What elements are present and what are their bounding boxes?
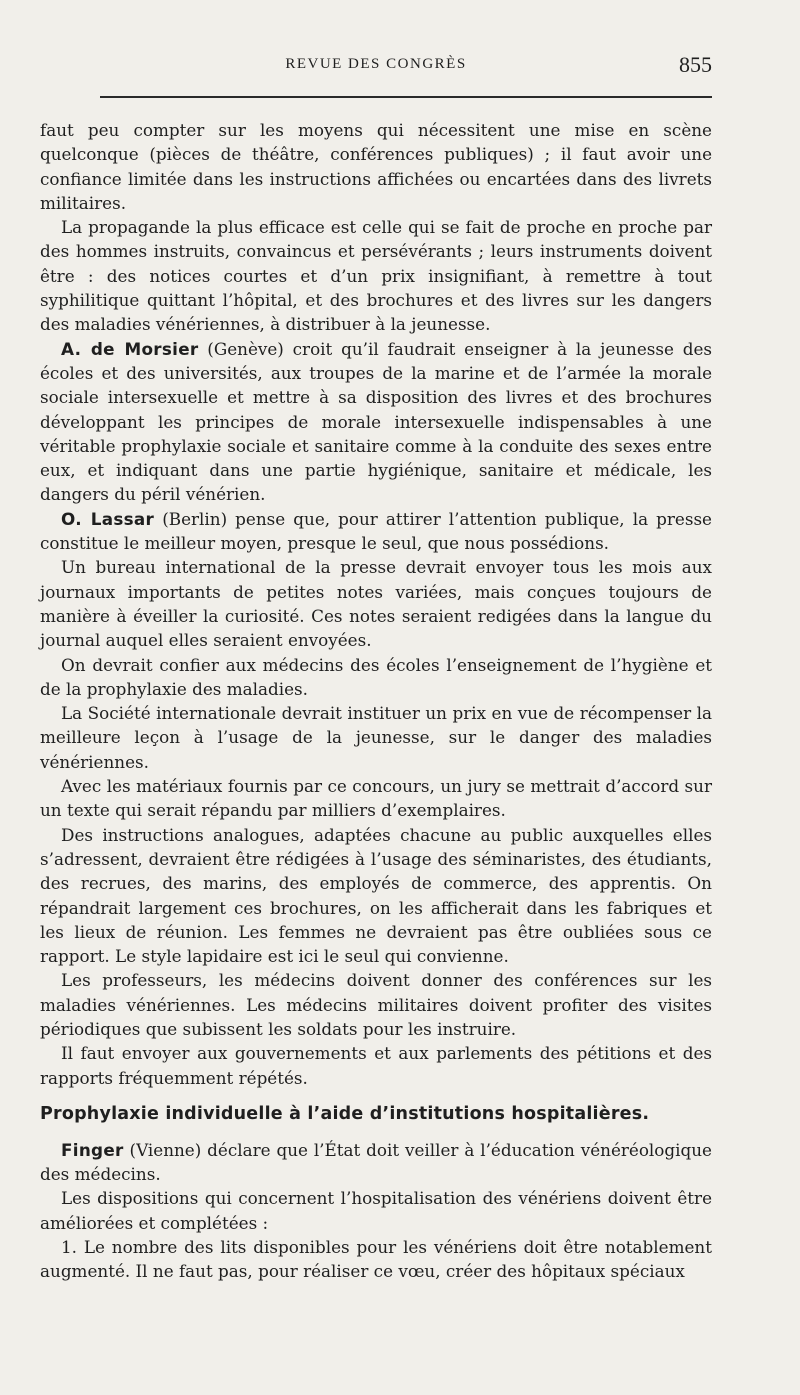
paragraph: 1. Le nombre des lits disponibles pour les vénériens doit être notablement augmenté. Il ne faut pas, pour réaliser ce vœu, créer des hôpitaux spéciaux <box>40 1237 712 1282</box>
paragraph: Des instructions analogues, adaptées chacune au public auxquelles elles s’adressent, devraient être rédigées à l’usage des séminaristes, des étudiants, des recrues, des marins, des employés de commerce, des apprentis. On répandrait largement ces brochures, on les afficherait dans les fabriques et les lieux de réunion. Les femmes ne devraient pas être oubliées sous ce rapport. Le style lapidaire est ici le seul qui convienne. <box>40 824 712 967</box>
paragraph-text: (Genève) croit qu’il faudrait enseigner à la jeunesse des écoles et des universités, aux troupes de la marine et de l’armée la morale sociale intersexuelle et mettre à sa disposition des livres et des brochures développant les principes de morale intersexuelle indispensables à une véritable prophylaxie sociale et sanitaire comme à la conduite des sexes entre eux, et indiquant dans une partie hygiénique, sanitaire et médicale, les dangers du péril vénérien. <box>40 338 712 505</box>
running-title: REVUE DES CONGRÈS <box>285 56 467 72</box>
running-header <box>40 52 712 86</box>
page-number: 855 <box>679 52 712 77</box>
paragraph <box>40 1138 712 1187</box>
paragraph: La Société internationale devrait instituer un prix en vue de récompenser la meilleure leçon à l’usage de la jeunesse, sur le danger des maladies vénériennes. <box>40 703 712 772</box>
body-text <box>40 118 712 1284</box>
paragraph: Avec les matériaux fournis par ce concours, un jury se mettrait d’accord sur un texte qui serait répandu par milliers d’exemplaires. <box>40 776 712 821</box>
paragraph: Il faut envoyer aux gouvernements et aux parlements des pétitions et des rapports fréquemment répétés. <box>40 1043 712 1088</box>
author-name: O. Lassar <box>61 508 155 529</box>
paragraph: Les professeurs, les médecins doivent donner des conférences sur les maladies vénériennes. Les médecins militaires doivent profiter des visites périodiques que subissent les soldats pour les instruire. <box>40 970 712 1039</box>
paragraph: On devrait confier aux médecins des écoles l’enseignement de l’hygiène et de la prophylaxie des maladies. <box>40 654 712 699</box>
author-name: A. de Morsier <box>61 338 199 359</box>
author-name: Finger <box>61 1139 124 1160</box>
paragraph <box>40 337 712 507</box>
paragraph: faut peu compter sur les moyens qui nécessitent une mise en scène quelconque (pièces de théâtre, conférences publiques) ; il faut avoir une confiance limitée dans les instructions affichées ou encartées dans des livrets militaires. <box>40 120 712 213</box>
section-heading: Prophylaxie individuelle à l’aide d’institutions hospitalières. <box>40 1103 650 1124</box>
header-rule <box>100 96 712 98</box>
paragraph: La propagande la plus efficace est celle qui se fait de proche en proche par des hommes instruits, convaincus et persévérants ; leurs instruments doivent être : des notices courtes et d’un prix insignifiant, à remettre à tout syphilitique quittant l’hôpital, et des brochures et des livres sur les dangers des maladies vénériennes, à distribuer à la jeunesse. <box>40 217 712 335</box>
paragraph <box>40 507 712 556</box>
paragraph: Un bureau international de la presse devrait envoyer tous les mois aux journaux importants de petites notes variées, mais conçues toujours de manière à éveiller la curiosité. Ces notes seraient redigées dans la langue du journal auquel elles seraient envoyées. <box>40 557 712 651</box>
paragraph-text: (Berlin) pense que, pour attirer l’attention publique, la presse constitue le meilleur moyen, presque le seul, que nous possédions. <box>40 508 712 554</box>
paragraph-text: (Vienne) déclare que l’État doit veiller à l’éducation vénéréologique des médecins. <box>40 1139 712 1185</box>
paragraph: Les dispositions qui concernent l’hospitalisation des vénériens doivent être améliorées et complétées : <box>40 1188 712 1233</box>
